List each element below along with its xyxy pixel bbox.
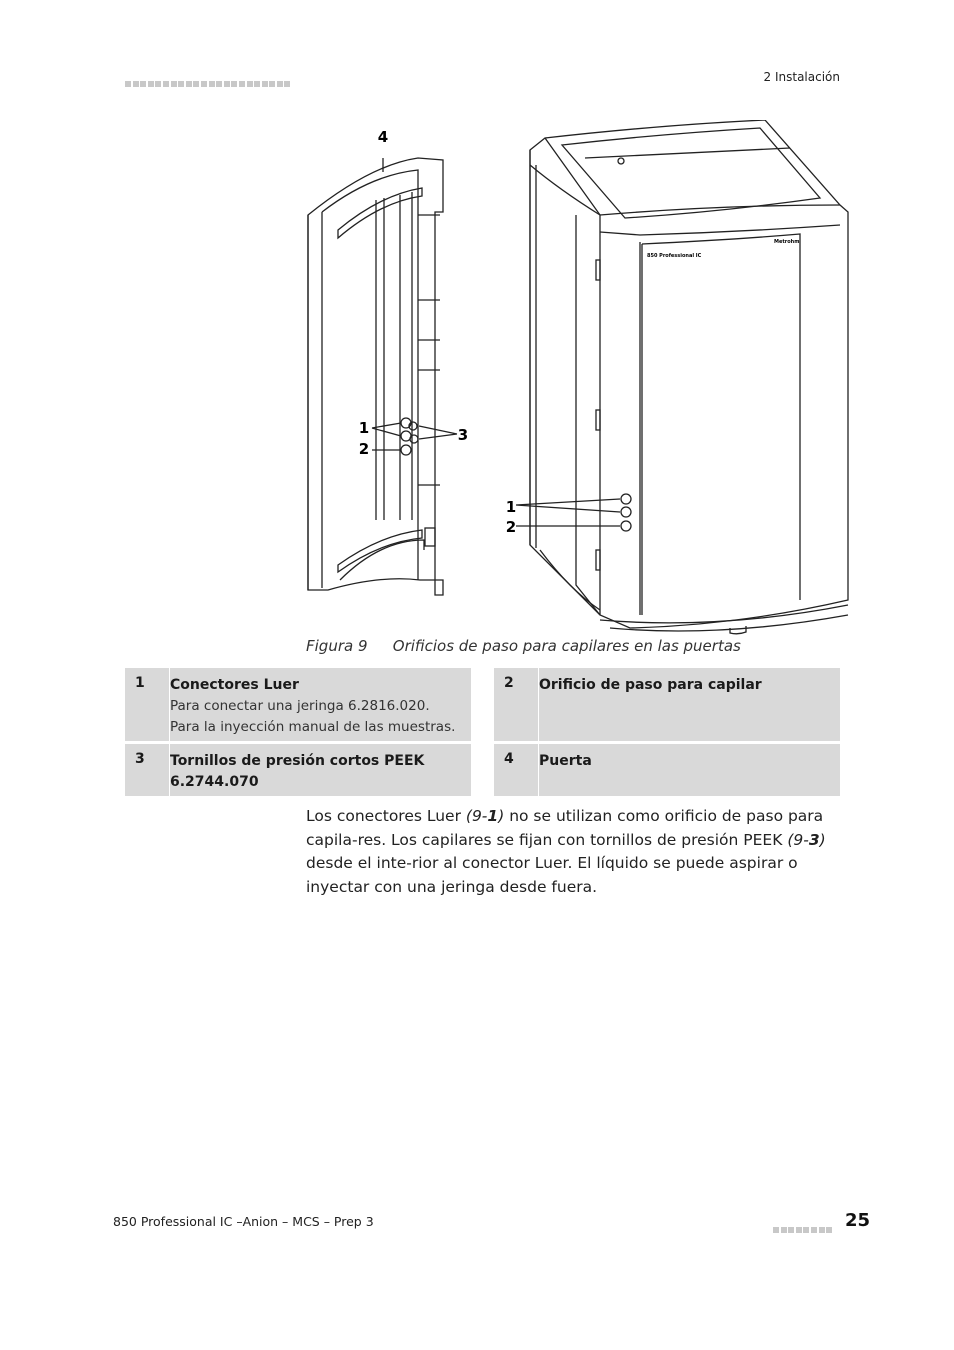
device-drawing — [516, 120, 848, 634]
header-section-title: 2 Instalación — [763, 70, 840, 84]
legend-number: 2 — [504, 675, 514, 691]
decoration-square — [773, 1227, 779, 1233]
decoration-square — [125, 81, 131, 87]
decoration-square — [781, 1227, 787, 1233]
door-label-3: 3 — [457, 426, 469, 444]
body-text-2: no se utilizan como orificio de paso para capila-res. Los capilares se fijan con tornillos de presión PEEK — [306, 807, 824, 849]
device-label-2: 2 — [505, 518, 517, 536]
decoration-square — [209, 81, 215, 87]
legend-number: 3 — [135, 751, 145, 767]
ref-prefix: (9- — [465, 807, 488, 825]
decoration-square — [239, 81, 245, 87]
decoration-square — [277, 81, 283, 87]
decoration-square — [262, 81, 268, 87]
header-decoration — [125, 72, 307, 80]
decoration-square — [216, 81, 222, 87]
figure-reference — [466, 807, 504, 825]
legend-title: Orificio de paso para capilar — [539, 677, 762, 693]
decoration-square — [269, 81, 275, 87]
decoration-square — [254, 81, 260, 87]
figure-drawing — [300, 120, 860, 635]
figure-caption — [306, 637, 741, 655]
legend-cell-3 — [125, 744, 471, 796]
ref-suffix: ) — [498, 807, 505, 825]
decoration-square — [284, 81, 290, 87]
door-label-4: 4 — [377, 128, 389, 146]
body-text-1: Los conectores Luer — [306, 807, 466, 825]
decoration-square — [155, 81, 161, 87]
page-number: 25 — [845, 1210, 871, 1231]
decoration-square — [171, 81, 177, 87]
decoration-square — [201, 81, 207, 87]
footer-document-title: 850 Professional IC –Anion – MCS – Prep 3 — [113, 1214, 374, 1229]
decoration-square — [796, 1227, 802, 1233]
caption-text: Orificios de paso para capilares en las puertas — [392, 637, 741, 655]
legend-title: Conectores Luer — [170, 677, 299, 693]
legend-cell-4 — [494, 744, 840, 796]
decoration-square — [247, 81, 253, 87]
decoration-square — [140, 81, 146, 87]
body-text-3: desde el inte-rior al conector Luer. El líquido se puede aspirar o inyectar con una jeringa desde fuera. — [306, 854, 798, 896]
decoration-square — [819, 1227, 825, 1233]
figure-door-and-device — [300, 120, 860, 635]
decoration-square — [163, 81, 169, 87]
door-label-1: 1 — [358, 419, 370, 437]
decoration-square — [224, 81, 230, 87]
device-brand-text: Metrohm — [774, 239, 800, 245]
decoration-square — [803, 1227, 809, 1233]
footer-decoration — [773, 1218, 843, 1226]
legend-cell-1 — [125, 668, 471, 741]
decoration-square — [231, 81, 237, 87]
ref-number: 1 — [487, 807, 499, 825]
body-paragraph — [306, 805, 842, 899]
legend-number: 1 — [135, 675, 145, 691]
ref-number: 3 — [808, 830, 820, 849]
decoration-square — [826, 1227, 832, 1233]
decoration-square — [148, 81, 154, 87]
ref-suffix: ) — [819, 830, 826, 849]
caption-number: Figura 9 — [306, 637, 368, 655]
legend-title: Puerta — [539, 753, 592, 769]
door-drawing — [308, 158, 457, 595]
decoration-square — [811, 1227, 817, 1233]
device-front-text: 850 Professional IC — [647, 253, 702, 259]
decoration-square — [178, 81, 184, 87]
ref-prefix: (9- — [787, 830, 809, 849]
decoration-square — [788, 1227, 794, 1233]
decoration-square — [133, 81, 139, 87]
decoration-square — [186, 81, 192, 87]
door-label-2: 2 — [358, 440, 370, 458]
legend-title: Tornillos de presión cortos PEEK 6.2744.070 — [170, 753, 425, 790]
legend-number: 4 — [504, 751, 514, 767]
legend-description: Para conectar una jeringa 6.2816.020. Para la inyección manual de las muestras. — [170, 698, 456, 735]
legend-cell-2 — [494, 668, 840, 741]
figure-reference — [787, 831, 825, 849]
decoration-square — [193, 81, 199, 87]
device-label-1: 1 — [505, 498, 517, 516]
